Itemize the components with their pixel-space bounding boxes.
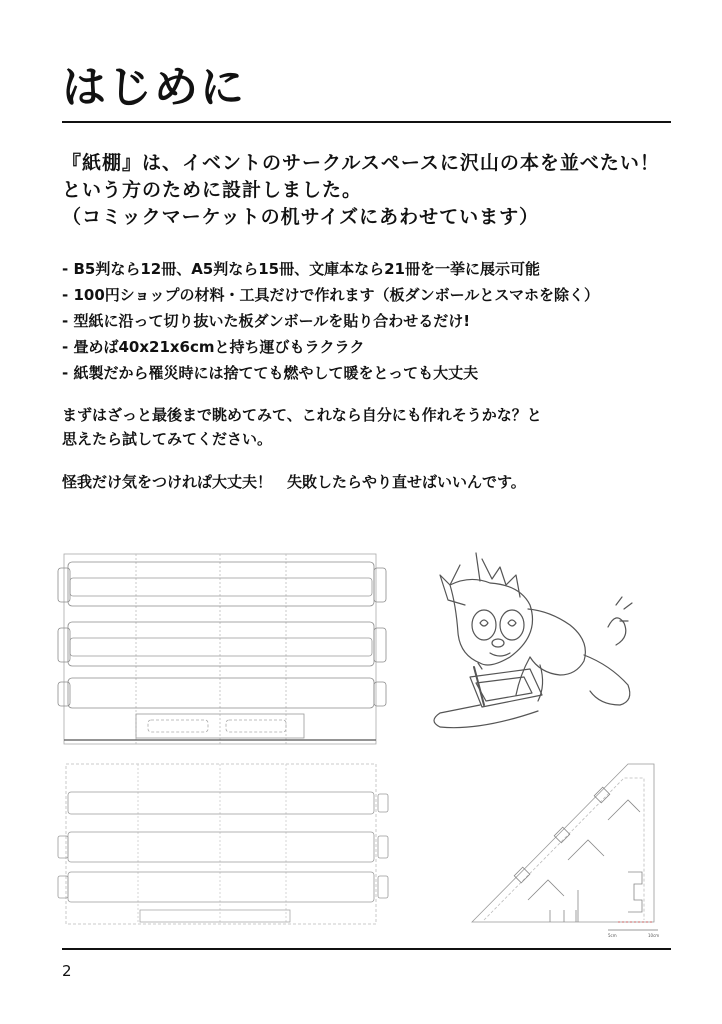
feature-item: - 型紙に沿って切り抜いた板ダンボールを貼り合わせるだけ! (62, 308, 599, 334)
feature-item: - 紙製だから罹災時には捨てても燃やして暖をとっても大丈夫 (62, 360, 599, 386)
scale-label-5cm: 5cm (608, 933, 617, 938)
feature-item: - 100円ショップの材料・工具だけで作れます（板ダンボールとスマホを除く） (62, 282, 599, 308)
intro-text (62, 150, 660, 231)
scale-label-10cm: 10cm (648, 933, 660, 938)
advice-paragraph (62, 403, 542, 451)
cat-illustration (420, 545, 640, 745)
page-title: はじめに (62, 62, 246, 113)
intro-line: 『紙棚』は、イベントのサークルスペースに沢山の本を並べたい！ (62, 152, 660, 174)
intro-line: （コミックマーケットの机サイズにあわせています） (62, 206, 540, 228)
feature-item: - 畳めば40x21x6cmと持ち運びもラクラク (62, 334, 599, 360)
intro-line: という方のために設計しました。 (62, 179, 363, 201)
shelf-template-drawing (56, 760, 390, 930)
advice-line: まずはざっと最後まで眺めてみて、これなら自分にも作れそうかな？と (62, 406, 542, 424)
footer-divider (62, 948, 671, 950)
side-template-drawing (468, 760, 672, 940)
feature-list (62, 256, 599, 386)
title-divider (62, 121, 671, 123)
encouragement-line: 怪我だけ気をつけれぱ大丈夫！ 失敗したらやり直せばいいんです。 (62, 473, 526, 491)
advice-line: 思えたら試してみてください。 (62, 430, 273, 448)
encouragement-paragraph (62, 470, 526, 494)
feature-item: - B5判なら12冊、A5判なら15冊、文庫本なら21冊を一挙に展示可能 (62, 256, 599, 282)
shelf-front-drawing (56, 548, 390, 748)
page-number: 2 (62, 962, 72, 980)
